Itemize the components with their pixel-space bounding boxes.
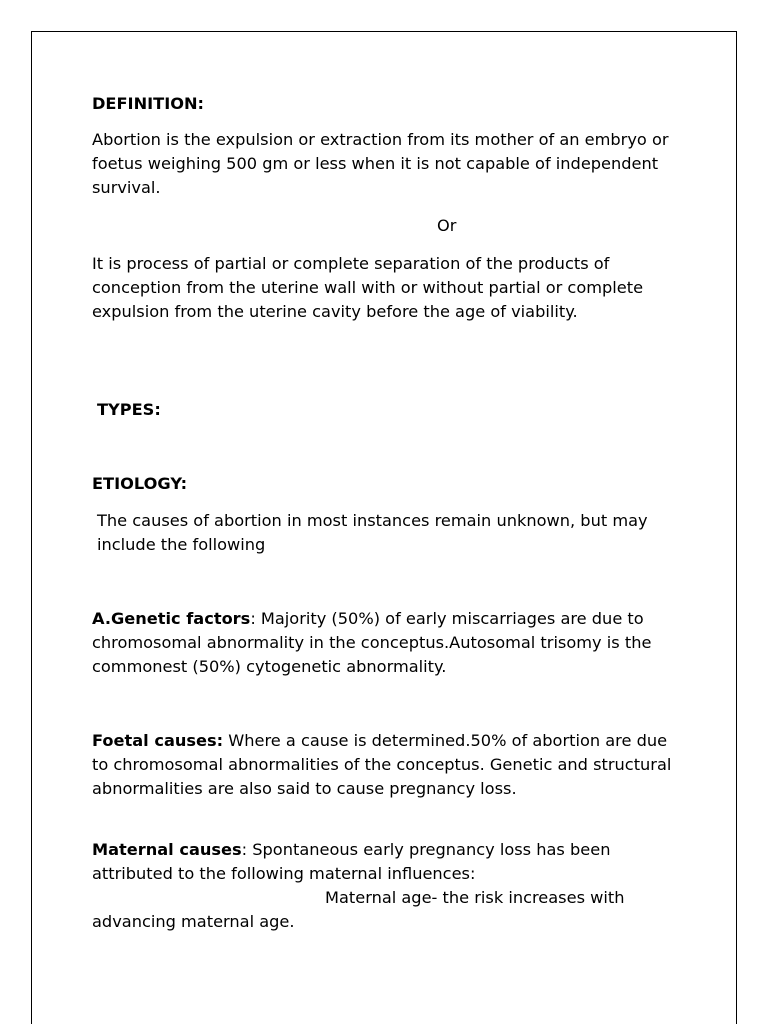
types-heading: TYPES: xyxy=(97,400,161,419)
or-separator: Or xyxy=(437,216,457,235)
maternal-causes-text: : Spontaneous early pregnancy loss has been attributed to the following maternal influences: xyxy=(92,840,611,883)
etiology-intro: The causes of abortion in most instances remain unknown, but may include the following xyxy=(97,511,648,554)
definition-paragraph-2: It is process of partial or complete separation of the products of conception from the uterine wall with or without partial or complete expulsion from the uterine cavity before the age of viability. xyxy=(92,254,644,321)
definition-paragraph-1: Abortion is the expulsion or extraction from its mother of an embryo or foetus weighing 500 gm or less when it is not capable of independent survival. xyxy=(92,130,669,197)
maternal-age-line: Maternal age- the risk increases with advancing maternal age. xyxy=(92,888,625,931)
foetal-causes-paragraph xyxy=(92,729,682,801)
definition-heading: DEFINITION: xyxy=(92,94,204,113)
genetic-factors-text: : Majority (50%) of early miscarriages are due to chromosomal abnormality in the conceptus.Autosomal trisomy is the commonest (50%) cytogenetic abnormality. xyxy=(92,609,652,676)
foetal-causes-text: Where a cause is determined.50% of abortion are due to chromosomal abnormalities of the conceptus. Genetic and structural abnormalities are also said to cause pregnancy loss. xyxy=(92,731,672,798)
maternal-causes-label: Maternal causes xyxy=(92,840,242,859)
etiology-heading: ETIOLOGY: xyxy=(92,474,188,493)
etiology-intro-line-1 xyxy=(97,509,682,557)
genetic-factors-paragraph xyxy=(92,607,682,679)
maternal-causes-paragraph xyxy=(92,838,682,934)
genetic-factors-label: A.Genetic factors xyxy=(92,609,251,628)
foetal-causes-label: Foetal causes: xyxy=(92,731,224,750)
